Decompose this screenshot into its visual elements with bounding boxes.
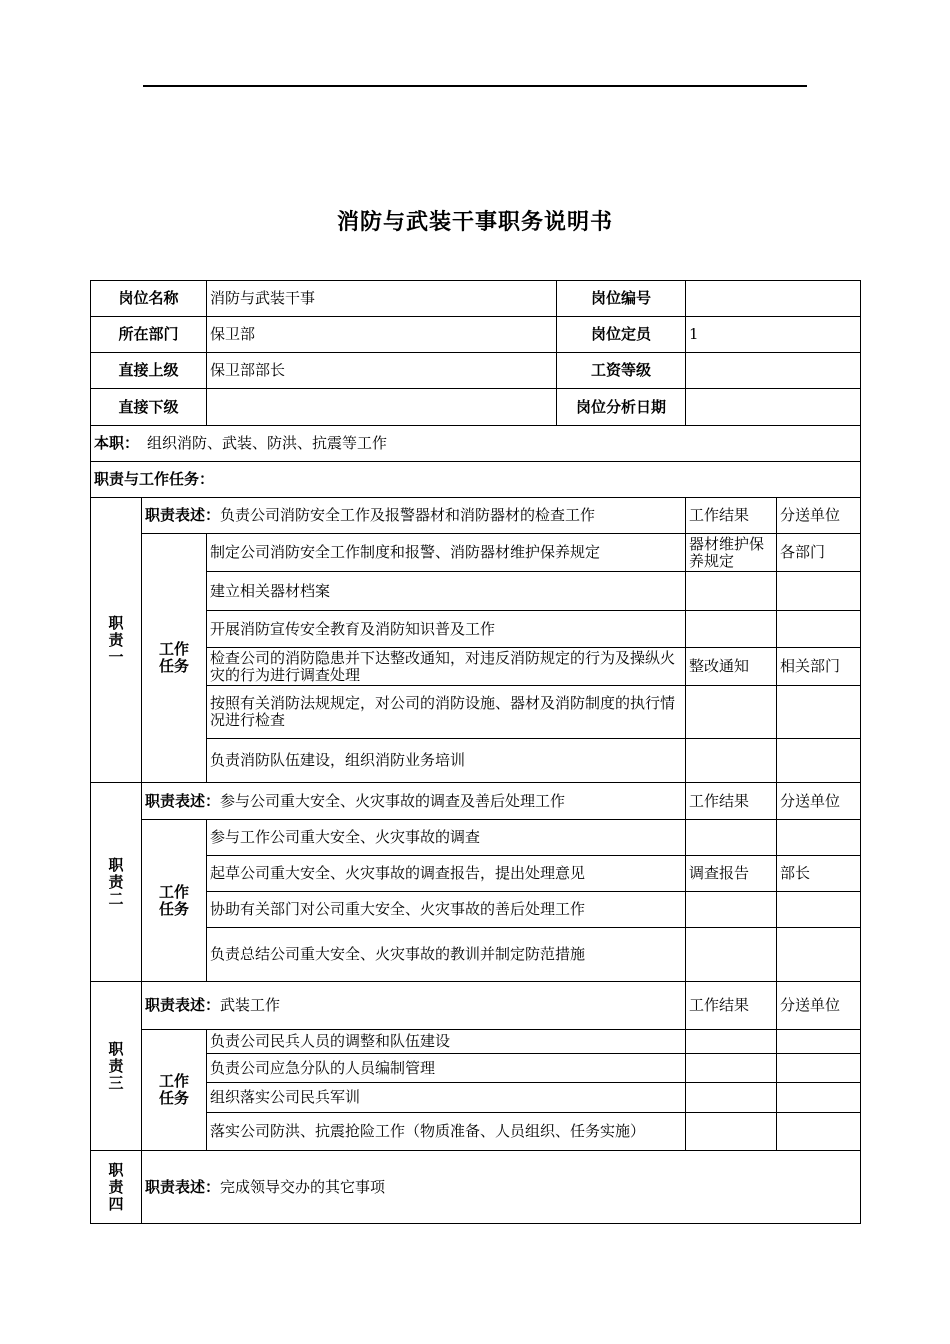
subordinate-value	[207, 389, 557, 426]
task-result	[686, 1113, 777, 1151]
task-recipient: 相关部门	[777, 648, 861, 686]
analysis-date-value	[686, 389, 861, 426]
main-duty-label: 本职：	[94, 434, 140, 452]
task-recipient	[777, 1054, 861, 1083]
task-result	[686, 739, 777, 783]
task-recipient	[777, 739, 861, 783]
duty-3-desc: 职责表述：武装工作	[142, 982, 686, 1030]
task-recipient: 各部门	[777, 534, 861, 572]
analysis-date-label: 岗位分析日期	[557, 389, 686, 426]
task-result: 器材维护保养规定	[686, 534, 777, 572]
dept-value: 保卫部	[207, 317, 557, 353]
duty-2-label: 职 责 二	[91, 783, 142, 982]
task-item: 组织落实公司民兵军训	[207, 1083, 686, 1113]
task-result	[686, 1054, 777, 1083]
task-recipient	[777, 820, 861, 856]
duty-4-desc: 职责表述：完成领导交办的其它事项	[142, 1151, 861, 1224]
duty-2-task-label: 工作 任务	[142, 820, 207, 982]
task-item: 开展消防宣传安全教育及消防知识普及工作	[207, 611, 686, 648]
superior-value: 保卫部部长	[207, 353, 557, 389]
task-item: 制定公司消防安全工作制度和报警、消防器材维护保养规定	[207, 534, 686, 572]
task-result: 调查报告	[686, 856, 777, 892]
salary-label: 工资等级	[557, 353, 686, 389]
task-recipient	[777, 686, 861, 739]
post-no-label: 岗位编号	[557, 281, 686, 317]
header-rule	[143, 85, 807, 87]
post-no-value	[686, 281, 861, 317]
task-recipient	[777, 572, 861, 611]
quota-value: 1	[686, 317, 861, 353]
duty-1-task-label: 工作 任务	[142, 534, 207, 783]
duty-3-task-label: 工作 任务	[142, 1030, 207, 1151]
document-title: 消防与武装干事职务说明书	[336, 210, 613, 235]
task-result	[686, 1083, 777, 1113]
task-result	[686, 820, 777, 856]
subordinate-label: 直接下级	[91, 389, 207, 426]
main-duty-row	[91, 426, 861, 462]
task-result	[686, 611, 777, 648]
post-name-value: 消防与武装干事	[207, 281, 557, 317]
dept-label: 所在部门	[91, 317, 207, 353]
superior-label: 直接上级	[91, 353, 207, 389]
result-header: 工作结果	[686, 982, 777, 1030]
task-result	[686, 928, 777, 982]
task-item: 建立相关器材档案	[207, 572, 686, 611]
job-description-table	[90, 280, 861, 1224]
task-recipient	[777, 928, 861, 982]
task-result	[686, 572, 777, 611]
task-item: 参与工作公司重大安全、火灾事故的调查	[207, 820, 686, 856]
result-header: 工作结果	[686, 498, 777, 534]
recipient-header: 分送单位	[777, 982, 861, 1030]
task-recipient	[777, 1030, 861, 1054]
task-item: 按照有关消防法规规定，对公司的消防设施、器材及消防制度的执行情况进行检查	[207, 686, 686, 739]
salary-value	[686, 353, 861, 389]
task-recipient: 部长	[777, 856, 861, 892]
task-result	[686, 1030, 777, 1054]
main-duty-text: 组织消防、武装、防洪、抗震等工作	[147, 434, 388, 452]
task-item: 起草公司重大安全、火灾事故的调查报告，提出处理意见	[207, 856, 686, 892]
recipient-header: 分送单位	[777, 498, 861, 534]
task-item: 负责公司民兵人员的调整和队伍建设	[207, 1030, 686, 1054]
task-item: 负责消防队伍建设，组织消防业务培训	[207, 739, 686, 783]
duties-heading: 职责与工作任务：	[91, 462, 861, 498]
task-item: 负责总结公司重大安全、火灾事故的教训并制定防范措施	[207, 928, 686, 982]
result-header: 工作结果	[686, 783, 777, 820]
task-result	[686, 686, 777, 739]
task-result	[686, 892, 777, 928]
task-recipient	[777, 1083, 861, 1113]
task-recipient	[777, 1113, 861, 1151]
task-result: 整改通知	[686, 648, 777, 686]
duty-1-label: 职 责 一	[91, 498, 142, 783]
duty-3-label: 职 责 三	[91, 982, 142, 1151]
task-item: 负责公司应急分队的人员编制管理	[207, 1054, 686, 1083]
recipient-header: 分送单位	[777, 783, 861, 820]
task-item: 落实公司防洪、抗震抢险工作（物质准备、人员组织、任务实施）	[207, 1113, 686, 1151]
task-recipient	[777, 892, 861, 928]
duty-4-label: 职 责 四	[91, 1151, 142, 1224]
task-recipient	[777, 611, 861, 648]
duty-1-desc: 职责表述：负责公司消防安全工作及报警器材和消防器材的检查工作	[142, 498, 686, 534]
post-name-label: 岗位名称	[91, 281, 207, 317]
duty-2-desc: 职责表述：参与公司重大安全、火灾事故的调查及善后处理工作	[142, 783, 686, 820]
task-item: 检查公司的消防隐患并下达整改通知，对违反消防规定的行为及操纵火灾的行为进行调查处理	[207, 648, 686, 686]
quota-label: 岗位定员	[557, 317, 686, 353]
task-item: 协助有关部门对公司重大安全、火灾事故的善后处理工作	[207, 892, 686, 928]
